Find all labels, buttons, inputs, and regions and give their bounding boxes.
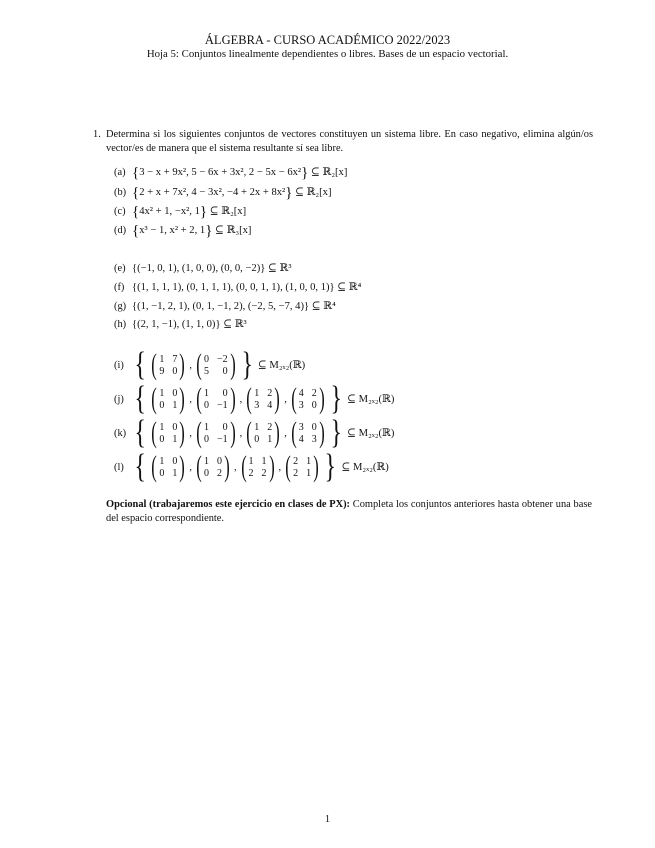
matrix-separator: , (233, 461, 237, 473)
matrix-cell: 1 (172, 399, 178, 411)
item-label: (a) (114, 166, 126, 178)
matrix-cell: 1 (248, 455, 254, 467)
optional-note (106, 498, 592, 526)
matrix-cell: 2 (267, 421, 273, 433)
item-space: ⊆ ℝ₂[x] (310, 167, 348, 178)
matrix-separator: , (189, 359, 192, 371)
matrix-cell: 1 (254, 387, 260, 399)
matrix-cell: 1 (159, 387, 165, 399)
matrix-cell: 0 (203, 399, 209, 411)
matrix-cell: 1 (159, 455, 165, 467)
matrix-cell: 0 (203, 353, 209, 365)
matrix-cell: 3 (311, 433, 317, 445)
item-f: (f) {(1, 1, 1, 1), (0, 1, 1, 1), (0, 0, 1, 1), (1, 0, 0, 1)} ⊆ ℝ⁴ (114, 281, 362, 293)
matrix: ( 1 0 0 2 ) (196, 450, 230, 483)
matrix-cell: 2 (311, 387, 317, 399)
matrix-cell: 1 (254, 421, 260, 433)
matrix: ( 1 0 0 1 ) (151, 416, 186, 449)
item-e: (e) {(−1, 0, 1), (1, 0, 0), (0, 0, −2)} ⊆ ℝ³ (114, 262, 292, 274)
matrix-cell: −1 (216, 399, 228, 411)
matrix-cell: 7 (172, 353, 178, 365)
item-g: (g) {(1, −1, 2, 1), (0, 1, −1, 2), (−2, 5, −7, 4)} ⊆ ℝ⁴ (114, 300, 336, 312)
matrix-cell: 0 (203, 467, 209, 479)
matrix-cell: 1 (172, 467, 178, 479)
item-label: (i) (114, 359, 124, 371)
matrix-cell: 0 (172, 387, 178, 399)
matrix-cell: 0 (311, 399, 317, 411)
exercise-text: Determina si los siguientes conjuntos de vectores constituyen un sistema libre. En caso negativo, elimina algún/os vector/es de manera que el sistema resultante sí sea libre. (106, 129, 593, 154)
item-space: ⊆ ℝ⁴ (337, 282, 362, 293)
matrix-cell: 0 (203, 433, 209, 445)
matrix-cell: 2 (216, 467, 222, 479)
matrix-cell: 1 (203, 387, 209, 399)
set-close-brace: } (324, 448, 337, 485)
matrix: ( 2 1 2 1 ) (285, 450, 319, 483)
matrix-cell: 0 (216, 455, 222, 467)
course-title: ÁLGEBRA - CURSO ACADÉMICO 2022/2023 (204, 33, 451, 47)
matrix-cell: 1 (159, 353, 165, 365)
matrix-cell: 2 (267, 387, 273, 399)
matrix-cell: 1 (306, 467, 312, 479)
item-i (114, 346, 306, 383)
matrix-cell: 1 (267, 433, 273, 445)
item-set: x³ − 1, x² + 2, 1 (139, 225, 206, 236)
matrix-cell: 5 (203, 365, 209, 377)
item-d: (d) {x³ − 1, x² + 2, 1} ⊆ ℝ₃[x] (114, 223, 252, 239)
matrix: ( 1 0 0 −1 ) (196, 382, 236, 415)
matrix: ( 1 2 3 4 ) (246, 382, 280, 415)
item-c: (c) {4x² + 1, −x², 1} ⊆ ℝ₂[x] (114, 204, 247, 220)
matrix-separator: , (239, 393, 243, 405)
item-label: (k) (114, 427, 127, 439)
item-space: ⊆ ℝ³ (268, 263, 292, 274)
set-open-brace: { (134, 448, 146, 485)
set-open-brace: { (134, 380, 146, 417)
item-label: (f) (114, 281, 125, 293)
exercise-statement (93, 128, 593, 156)
matrix: ( 1 0 0 −1 ) (196, 416, 236, 449)
matrix-cell: 0 (172, 421, 178, 433)
set-open-brace: { (134, 346, 146, 383)
sheet-subtitle: Hoja 5: Conjuntos linealmente dependientes o libres. Bases de un espacio vectorial. (146, 48, 509, 60)
item-label: (c) (114, 205, 126, 217)
item-label: (e) (114, 262, 126, 274)
set-close-brace: } (330, 414, 342, 451)
matrix-cell: 4 (298, 433, 304, 445)
matrix: ( 1 0 0 1 ) (151, 382, 186, 415)
matrix-cell: 4 (267, 399, 273, 411)
matrix-separator: , (239, 427, 243, 439)
item-set: 4x² + 1, −x², 1 (139, 206, 200, 217)
matrix-cell: 0 (254, 433, 260, 445)
matrix-cell: 1 (203, 421, 209, 433)
page-number: 1 (324, 814, 331, 825)
matrix-cell: 3 (298, 399, 304, 411)
exercise-number: 1. (93, 129, 101, 140)
matrix-cell: 1 (159, 421, 165, 433)
matrix-cell: 9 (159, 365, 165, 377)
item-set: (−1, 0, 1), (1, 0, 0), (0, 0, −2) (137, 263, 261, 274)
matrix-cell: 0 (172, 455, 178, 467)
item-space: ⊆ M₂ₓ₂(ℝ) (257, 360, 306, 371)
matrix: ( 1 2 0 1 ) (246, 416, 280, 449)
matrix: ( 3 0 4 3 ) (291, 416, 325, 449)
item-label: (l) (114, 461, 124, 473)
matrix-cell: 1 (172, 433, 178, 445)
matrix-separator: , (189, 393, 192, 405)
matrix: ( 0 −2 5 0 ) (196, 348, 236, 381)
item-b: (b) {2 + x + 7x², 4 − 3x², −4 + 2x + 8x²} ⊆ ℝ₂[x] (114, 185, 332, 201)
item-label: (d) (114, 224, 127, 236)
matrix-cell: 4 (298, 387, 304, 399)
matrix-cell: 2 (261, 467, 267, 479)
set-close-brace: } (241, 346, 253, 383)
matrix-separator: , (189, 461, 192, 473)
matrix: ( 4 2 3 0 ) (291, 382, 325, 415)
item-set: (2, 1, −1), (1, 1, 0) (137, 319, 216, 330)
set-open-brace: { (134, 414, 146, 451)
item-space: ⊆ ℝ⁴ (311, 301, 336, 312)
matrix-separator: , (284, 427, 287, 439)
item-label: (b) (114, 186, 127, 198)
matrix-cell: 0 (159, 399, 165, 411)
item-set: 3 − x + 9x², 5 − 6x + 3x², 2 − 5x − 6x² (139, 167, 302, 178)
item-space: ⊆ ℝ₂[x] (209, 206, 247, 217)
set-close-brace: } (330, 380, 342, 417)
item-space: ⊆ ℝ₂[x] (295, 187, 332, 198)
matrix-cell: −2 (216, 353, 228, 365)
item-set: (1, 1, 1, 1), (0, 1, 1, 1), (0, 0, 1, 1), (1, 0, 0, 1) (137, 282, 330, 293)
matrix-separator: , (284, 393, 287, 405)
matrix-cell: 0 (159, 433, 165, 445)
item-label: (j) (114, 393, 124, 405)
item-space: ⊆ ℝ₃[x] (215, 225, 252, 236)
matrix-cell: 2 (293, 455, 299, 467)
item-space: ⊆ ℝ³ (223, 319, 247, 330)
matrix-cell: 0 (159, 467, 165, 479)
matrix-cell: 0 (222, 365, 228, 377)
matrix-cell: −1 (216, 433, 228, 445)
matrix-cell: 0 (311, 421, 317, 433)
matrix-cell: 1 (261, 455, 267, 467)
item-space: ⊆ M₂ₓ₂(ℝ) (347, 428, 395, 439)
item-label: (g) (114, 300, 127, 312)
matrix-cell: 0 (222, 387, 228, 399)
optional-text: Completa los conjuntos anteriores hasta obtener una base del espacio correspondiente. (106, 499, 592, 524)
item-j (114, 380, 395, 417)
item-a: (a) {3 − x + 9x², 5 − 6x + 3x², 2 − 5x − 6x²} ⊆ ℝ₂[x] (114, 165, 348, 181)
optional-heading: Opcional (trabajaremos este ejercicio en clases de PX): (106, 499, 351, 510)
item-h: (h) {(2, 1, −1), (1, 1, 0)} ⊆ ℝ³ (114, 318, 247, 330)
matrix: ( 1 1 2 2 ) (240, 450, 275, 483)
matrix-separator: , (278, 461, 282, 473)
matrix-cell: 2 (248, 467, 254, 479)
item-k (114, 414, 395, 451)
item-space: ⊆ M₂ₓ₂(ℝ) (347, 394, 395, 405)
item-set: (1, −1, 2, 1), (0, 1, −1, 2), (−2, 5, −7, 4) (137, 301, 304, 312)
matrix-cell: 2 (293, 467, 299, 479)
matrix-cell: 3 (254, 399, 260, 411)
item-space: ⊆ M₂ₓ₂(ℝ) (341, 462, 389, 473)
matrix-cell: 1 (203, 455, 209, 467)
item-l (114, 448, 389, 485)
item-set: 2 + x + 7x², 4 − 3x², −4 + 2x + 8x² (139, 187, 286, 198)
matrix: ( 1 7 9 0 ) (151, 348, 186, 381)
matrix-cell: 3 (298, 421, 304, 433)
item-label: (h) (114, 318, 127, 330)
matrix: ( 1 0 0 1 ) (151, 450, 186, 483)
matrix-cell: 0 (222, 421, 228, 433)
matrix-cell: 1 (306, 455, 312, 467)
matrix-separator: , (189, 427, 192, 439)
matrix-cell: 0 (172, 365, 178, 377)
